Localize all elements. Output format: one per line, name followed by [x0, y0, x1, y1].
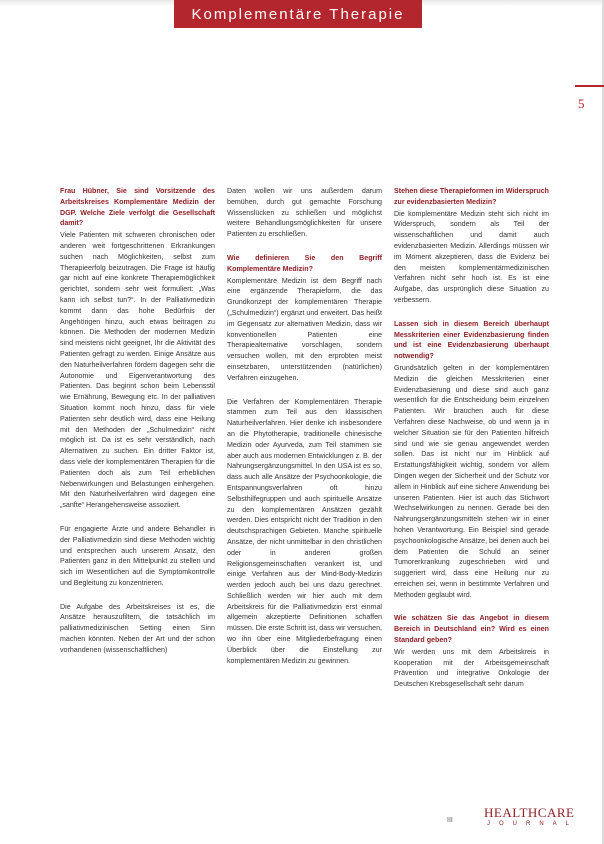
logo-subline: JOURNAL	[487, 821, 579, 827]
answer-paragraph: Wir werden uns mit dem Arbeitskreis in Kooperation mit der Arbeitsgemeinschaft Prävention und integrative Onkologie der Deutschen Krebsgesellschaft sehr darum	[394, 647, 549, 689]
answer-paragraph: Viele Patienten mit schweren chronischen oder anderen weit fortgeschrittenen Erkrankungen suchen nach Möglichkeiten, selbst zum Therapieerfolg beizutragen. Die Frage ist häufig gar nicht auf eine konkrete Therapiemöglichkeit gerichtet, sondern sehr weit formuliert: „Was kann ich selbst tun?“. In der Palliativmedizin kommt dann das hohe Bedürfnis der Angehörigen hinzu, auch etwas beitragen zu können. Die Methoden der modernen Medizin sind meistens nicht geeignet, Ihr die Aktivität des Patienten gefragt zu werden. Einige Ansätze aus den Naturheilverfahren fördern dagegen sehr die Autonomie und Eigenverantwortung des Patienten. Das beginnt schon beim Lebensstil wie Ernährung, Bewegung etc. In der palliativen Situation kommt noch hinzu, dass für viele Patienten sehr deutlich wird, dass eine Heilung mit den Methoden der „Schulmedizin“ nicht möglich ist. Da ist es sehr verständlich, nach Alternativen zu suchen. Ein dritter Faktor ist, dass viele der komplementären Therapien für die Patienten doch als zum Teil erheblichen Nebenwirkungen und Belastungen einhergehen. Mit den Naturheilverfahren wird dagegen eine „sanfte“ Herangehensweise assoziiert.	[60, 231, 215, 510]
answer-paragraph: Die komplementäre Medizin steht sich nicht im Widerspruch, sondern als Teil der wissenschaftlichen und damit auch evidenzbasierten Medizin. Allerdings müssen wir im Moment akzeptieren, dass die Evidenz bei den meisten komplementärmedizinischen Verfahren nicht sehr hoch ist. Es ist eine Aufgabe, das ursprünglich diese Situation zu verbessern.	[394, 209, 549, 304]
section-title: Komplementäre Therapie	[191, 5, 405, 23]
interview-question: Stehen diese Therapieformen im Widerspruch zur evidenzbasierten Medizin?	[394, 187, 549, 206]
article-column-2	[227, 186, 382, 814]
section-title-banner	[174, 0, 422, 28]
interview-question: Lassen sich in diesem Bereich überhaupt Messkriterien einer Evidenzbasierung finden und ist eine Evidenzbasierung überhaupt notwendig?	[394, 319, 549, 361]
article-column-1	[60, 186, 215, 814]
interview-question: Wie definieren Sie den Begriff Komplementäre Medizin?	[227, 253, 382, 273]
answer-paragraph: Die Aufgabe des Arbeitskreises ist es, die Ansätze herauszufiltern, die tatsächlich im palliativmedizinischen Setting einen Sinn machen könnten. Neben der Art und der schon vorhandenen (wissenschaftlichen)	[60, 602, 215, 654]
article-column-3	[394, 186, 549, 814]
answer-paragraph: Grundsätzlich gelten in der komplementären Medizin die gleichen Messkriterien einer Evidenzbasierung und diese sind auch ganz wesentlich für die Entscheidung beim einzelnen Patienten. Wir brauchen auch für diese Verfahren diese Nachweise, ob und wenn ja in welcher Situation sie für den Patienten hilfreich sind und wie sie genau angewendet werden sollen. Das ist nicht nur im Hinblick auf Erstattungsfähigkeit wichtig, sondern vor allem Dingen wegen der Sicherheit und der Schutz vor allem in Hinblick auf eine sichere Anwendung bei unseren Patienten. Hier ist auch das Stichwort Wechselwirkungen zu nennen. Gerade bei den Nahrungsergänzungsmitteln stehen wir in einer hohen Verantwortung. Ein Beispiel sind gerade psychoonkologische Ansätze, bei denen auch bei dem Patienten die Schuld an seiner Tumorerkrankung zugeschrieben wird und suggeriert wird, dass eine Heilung nur zu erreichen sei, wenn in bestimmte Verfahren und Methoden geglaubt wird.	[394, 363, 549, 599]
footer-page-marker: III	[447, 817, 453, 824]
interview-question: Wie schätzen Sie das Angebot in diesem Bereich in Deutschland ein? Wird es einen Standard geben?	[394, 614, 549, 645]
answer-paragraph: Daten wollen wir uns außerdem darum bemühen, durch gut gemachte Forschung Wissenslücken zu schließen und möglichst weitere Behandlungsmöglichkeiten für unsere Patienten zu erschließen.	[227, 187, 382, 239]
logo-wordmark: HEALTHCARE	[484, 805, 575, 820]
answer-paragraph: Für engagierte Ärzte und andere Behandler in der Palliativmedizin sind diese Methoden wichtig und entsprechen auch unserem Ansatz, den Patienten ganz in den Mittelpunkt zu stellen und sich im Wesentlichen auf die Symptomkontrolle und Begleitung zu konzentrieren.	[60, 524, 215, 587]
page-number-rule	[575, 85, 604, 87]
answer-paragraph: Die Verfahren der Komplementären Therapie stammen zum Teil aus den klassischen Naturheilverfahren. Hier denke ich insbesondere an die Phytotherapie, traditionelle chinesische Medizin oder Ayurveda, zum Teil stammen sie aber auch aus modernen Entwicklungen z. B. der Nahrungsergänzungsmittel. In den USA ist es so, dass auch alle Ansätze der Psychoonkologie, die Entspannungsverfahren oft hinzu Selbsthilfegruppen und auch spirituelle Ansätze zu den komplementären Ansätzen gezählt werden. Dies entspricht nicht der Tradition in den deutschsprachigen Gebieten. Manche spirituelle Ansätze, der nicht unmittelbar in den christlichen oder in anderen großen Religionsgemeinschaften verankert ist, und einige Verfahren aus der Mind-Body-Medizin werden jedoch auch bei uns dazu gerechnet. Schließlich werden wir hier auch mit dem Arbeitskreis für die Palliativmedizin erst einmal allgemein akzeptierte Definitionen schaffen müssen. Die erste Schritt ist, dass wir versuchen, wo ihn über eine Mitgliederbefragung einen Überblick über die Einstellung zur komplementären Medizin zu gewinnen.	[227, 397, 382, 665]
answer-paragraph: Komplementäre Medizin ist dem Begriff nach eine ergänzende Therapieform, die das Grundkonzept der komplementären Therapie („Schulmedizin“) ergänzt und erweitert. Das heißt im Gegensatz zur alternativen Medizin, dass wir konventionellen Patienten eine Therapiealternative vorschlagen, sondern versuchen wollen, mit den erprobten meist einsetzbaren, unterstützenden (natürlichen) Verfahren einzugehen.	[227, 276, 382, 382]
article-body	[60, 186, 550, 814]
healthcare-journal-logo	[484, 805, 579, 832]
interview-question: Frau Hübner, Sie sind Vorsitzende des Arbeitskreises Komplementäre Medizin der DGP. Welche Ziele verfolgt die Gesellschaft damit?	[60, 187, 215, 228]
page-number: 5	[578, 96, 585, 111]
